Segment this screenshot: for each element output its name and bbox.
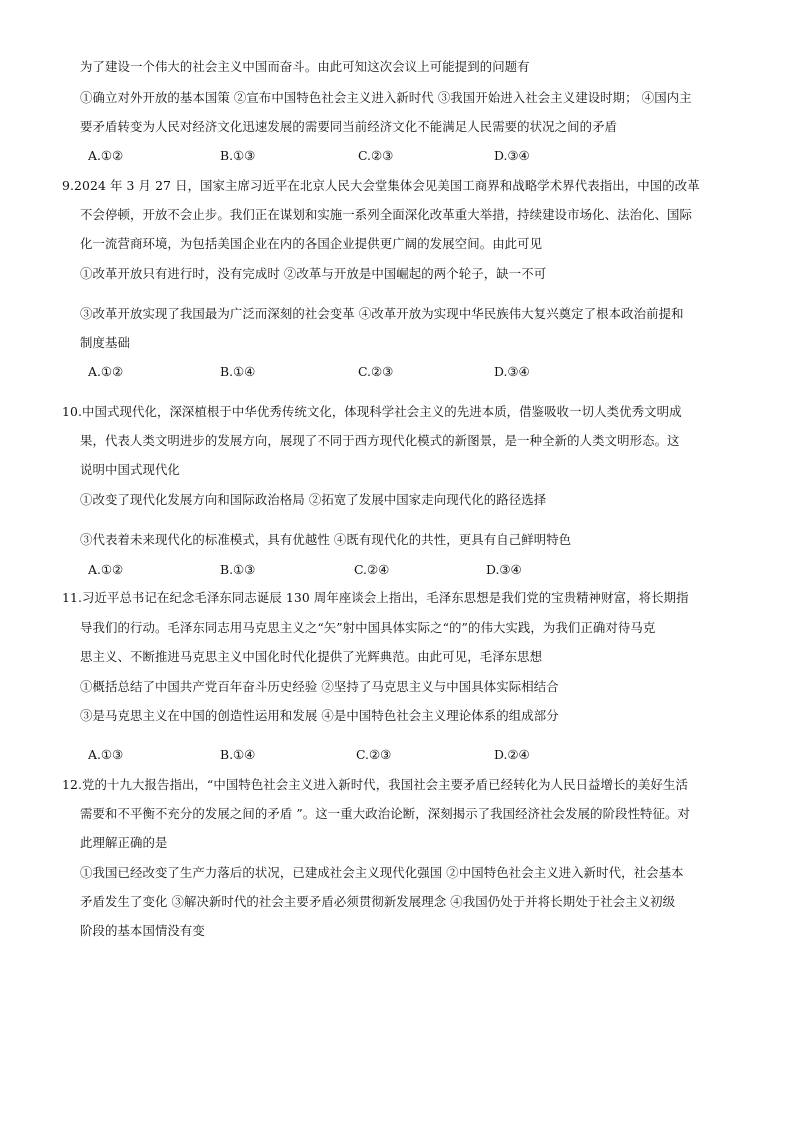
q8-stem-tail: 为了建设一个伟大的社会主义中国而奋斗。由此可知这次会议上可能提到的问题有 (80, 59, 530, 74)
q11-option-a: A.①③ (88, 747, 124, 762)
q10-option-a: A.①② (88, 562, 124, 577)
q10-option-c: C.②④ (354, 562, 390, 577)
q9-statements-line2: ③改革开放实现了我国最为广泛而深刻的社会变革 ④改革开放为实现中华民族伟大复兴奠定了根本政治前提和 (80, 306, 684, 321)
q11-option-b: B.①④ (220, 747, 256, 762)
q9-stem-line1: 9.2024 年 3 月 27 日，国家主席习近平在北京人民大会堂集体会见美国工商界和战略学术界代表指出，中国的改革 (62, 178, 700, 193)
q9-stem-line3: 化一流营商环境，为包括美国企业在内的各国企业提供更广阔的发展空间。由此可见 (80, 236, 543, 251)
q11-stem-line2: 导我们的行动。毛泽东同志用马克思主义之“矢”射中国具体实际之“的”的伟大实践，为我们正确对待马克 (80, 620, 656, 635)
q8-option-a: A.①② (88, 148, 124, 163)
q11-option-d: D.②④ (494, 747, 530, 762)
q8-option-c: C.②③ (358, 148, 394, 163)
q9-option-d: D.③④ (494, 364, 530, 379)
q8-statements-line1: ①确立对外开放的基本国策 ②宣布中国特色社会主义进入新时代 ③我国开始进入社会主义建设时期； ④国内主 (80, 90, 692, 105)
q11-stem-line3: 思主义、不断推进马克思主义中国化时代化提供了光辉典范。由此可见，毛泽东思想 (80, 649, 543, 664)
q12-stem-line1: 12.党的十九大报告指出，“中国特色社会主义进入新时代，我国社会主要矛盾已经转化为人民日益增长的美好生活 (62, 777, 688, 792)
q12-statements-line3: 阶段的基本国情没有变 (80, 923, 205, 938)
q10-statements-line1: ①改变了现代化发展方向和国际政治格局 ②拓宽了发展中国家走向现代化的路径选择 (80, 492, 547, 507)
q9-option-a: A.①② (88, 364, 124, 379)
q8-statements-line2: 要矛盾转变为人民对经济文化迅速发展的需要同当前经济文化不能满足人民需要的状况之间的矛盾 (80, 119, 618, 134)
q12-statements-line2: 矛盾发生了变化 ③解决新时代的社会主要矛盾必须贯彻新发展理念 ④我国仍处于并将长期处于社会主义初级 (80, 894, 676, 909)
q10-stem-line2: 果，代表人类文明进步的发展方向，展现了不同于西方现代化模式的新图景，是一种全新的人类文明形态。这 (80, 433, 680, 448)
q8-option-d: D.③④ (494, 148, 530, 163)
q9-stem-line2: 不会停顿，开放不会止步。我们正在谋划和实施一系列全面深化改革重大举措，持续建设市场化、法治化、国际 (80, 207, 693, 222)
q12-statements-line1: ①我国已经改变了生产力落后的状况，已建成社会主义现代化强国 ②中国特色社会主义进入新时代，社会基本 (80, 865, 684, 880)
q10-statements-line2: ③代表着未来现代化的标准模式，具有优越性 ④既有现代化的共性，更具有自己鲜明特色 (80, 532, 572, 547)
q9-option-b: B.①④ (220, 364, 256, 379)
q10-option-b: B.①③ (220, 562, 256, 577)
q8-option-b: B.①③ (220, 148, 256, 163)
q11-stem-line1: 11.习近平总书记在纪念毛泽东同志诞辰 130 周年座谈会上指出，毛泽东思想是我们党的宝贵精神财富，将长期指 (62, 590, 689, 605)
q9-statements-line3: 制度基础 (80, 335, 130, 350)
q11-statements-line2: ③是马克思主义在中国的创造性运用和发展 ④是中国特色社会主义理论体系的组成部分 (80, 708, 559, 723)
q10-option-d: D.③④ (486, 562, 522, 577)
q12-stem-line2: 需要和不平衡不充分的发展之间的矛盾 ”。这一重大政治论断，深刻揭示了我国经济社会发展的阶段性特征。对 (80, 806, 691, 821)
q10-stem-line3: 说明中国式现代化 (80, 462, 180, 477)
q11-statements-line1: ①概括总结了中国共产党百年奋斗历史经验 ②坚持了马克思主义与中国具体实际相结合 (80, 679, 559, 694)
q9-statements-line1: ①改革开放只有进行时，没有完成时 ②改革与开放是中国崛起的两个轮子，缺一不可 (80, 266, 547, 281)
q11-option-c: C.②③ (356, 747, 392, 762)
q12-stem-line3: 此理解正确的是 (80, 835, 168, 850)
q9-option-c: C.②③ (358, 364, 394, 379)
q10-stem-line1: 10.中国式现代化，深深植根于中华优秀传统文化，体现科学社会主义的先进本质，借鉴吸收一切人类优秀文明成 (62, 404, 682, 419)
